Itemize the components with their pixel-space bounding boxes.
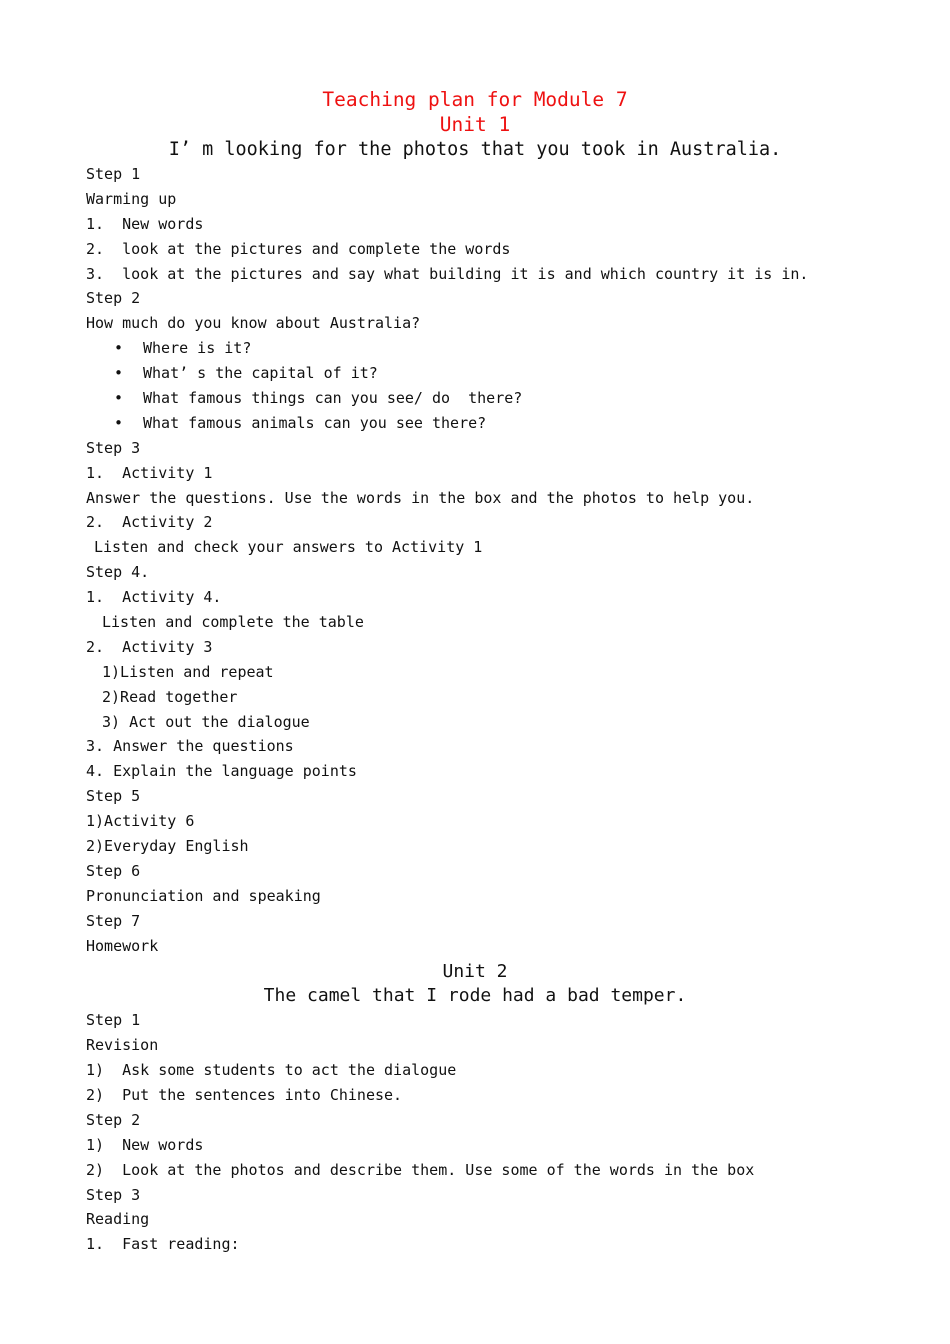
unit2-subtitle: The camel that I rode had a bad temper. bbox=[263, 985, 687, 1007]
text-line: 1. Fast reading: bbox=[86, 1235, 240, 1254]
bullet-icon: • bbox=[114, 413, 124, 432]
bullet-item bbox=[86, 386, 906, 411]
text-line: Answer the questions. Use the words in the box and the photos to help you. bbox=[86, 488, 755, 507]
text-line: Step 5 bbox=[86, 787, 141, 806]
text-line: 2) Put the sentences into Chinese. bbox=[86, 1085, 403, 1104]
text-line: Step 3 bbox=[86, 438, 141, 457]
text-line: Step 2 bbox=[86, 289, 141, 308]
bullet-icon: • bbox=[114, 364, 124, 383]
text-line: 2. Activity 2 bbox=[86, 513, 213, 532]
bullet-text: Where is it? bbox=[143, 339, 252, 358]
text-line: 1. Activity 4. bbox=[86, 588, 222, 607]
unit2-heading: Unit 2 bbox=[442, 960, 508, 982]
text-line: 2) Look at the photos and describe them. Use some of the words in the box bbox=[86, 1160, 755, 1179]
bullet-text: What famous animals can you see there? bbox=[143, 413, 487, 432]
bullet-text: What famous things can you see/ do there? bbox=[143, 389, 523, 408]
text-line: Listen and check your answers to Activity 1 bbox=[94, 538, 483, 557]
text-line: Step 2 bbox=[86, 1110, 141, 1129]
text-line: Step 1 bbox=[86, 165, 141, 183]
unit1-heading: Unit 1 bbox=[439, 113, 511, 136]
text-line: 2)Read together bbox=[102, 687, 238, 706]
document-body bbox=[86, 162, 906, 1257]
text-line: 1)Listen and repeat bbox=[102, 662, 274, 681]
text-line: 1. New words bbox=[86, 214, 204, 233]
text-line: 1) New words bbox=[86, 1135, 204, 1154]
text-line: Homework bbox=[86, 936, 159, 955]
text-line: 1. Activity 1 bbox=[86, 463, 213, 482]
text-line: 4. Explain the language points bbox=[86, 762, 357, 781]
bullet-text: What’ s the capital of it? bbox=[143, 364, 378, 383]
text-line: 1) Ask some students to act the dialogue bbox=[86, 1061, 457, 1080]
bullet-item bbox=[86, 411, 906, 436]
text-line: Step 7 bbox=[86, 911, 141, 930]
bullet-icon: • bbox=[114, 339, 124, 358]
text-line: Reading bbox=[86, 1210, 150, 1229]
bullet-item bbox=[86, 336, 906, 361]
text-line: Step 4. bbox=[86, 563, 150, 582]
bullet-item bbox=[86, 361, 906, 386]
page-title: Teaching plan for Module 7 bbox=[322, 88, 628, 111]
text-line: Revision bbox=[86, 1036, 159, 1055]
bullet-icon: • bbox=[114, 389, 124, 408]
text-line: 3. Answer the questions bbox=[86, 737, 294, 756]
text-line: 3. look at the pictures and say what building it is and which country it is in. bbox=[86, 264, 809, 283]
text-line: 2)Everyday English bbox=[86, 837, 249, 856]
text-line: Pronunciation and speaking bbox=[86, 886, 321, 905]
text-line: Step 1 bbox=[86, 1011, 141, 1030]
text-line: Listen and complete the table bbox=[102, 613, 364, 632]
text-line: Warming up bbox=[86, 189, 177, 208]
text-line: Step 6 bbox=[86, 861, 141, 880]
text-line: 3) Act out the dialogue bbox=[102, 712, 310, 731]
text-line: 1)Activity 6 bbox=[86, 812, 195, 831]
text-line: How much do you know about Australia? bbox=[86, 314, 421, 333]
header bbox=[0, 87, 950, 162]
unit1-subtitle: I’ m looking for the photos that you took in Australia. bbox=[168, 139, 782, 160]
text-line: Step 3 bbox=[86, 1185, 141, 1204]
text-line: 2. Activity 3 bbox=[86, 637, 213, 656]
text-line: 2. look at the pictures and complete the words bbox=[86, 239, 511, 258]
